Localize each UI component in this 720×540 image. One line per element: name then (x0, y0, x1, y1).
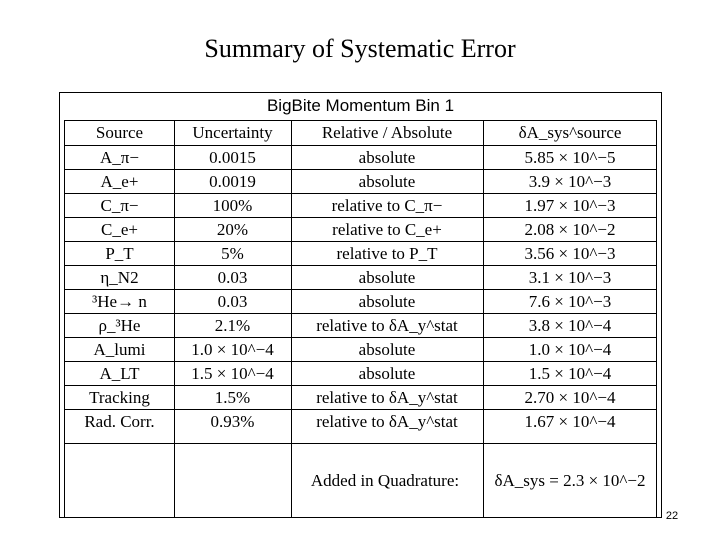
delta-cell: 3.1 × 10^−3 (528, 268, 612, 287)
relabs-cell: absolute (358, 364, 416, 383)
table-row (64, 193, 657, 218)
table-row (64, 385, 657, 410)
source-cell: P_T (105, 244, 134, 263)
delta-cell: 3.9 × 10^−3 (528, 172, 612, 191)
source-cell: Rad. Corr. (84, 412, 155, 431)
delta-cell: 1.0 × 10^−4 (528, 340, 612, 359)
uncertainty-cell: 0.93% (210, 412, 255, 431)
relabs-cell: absolute (358, 172, 416, 191)
table-row (64, 169, 657, 194)
column-header-uncertainty: Uncertainty (192, 123, 273, 142)
source-cell: A_e+ (100, 172, 139, 191)
source-cell: C_π− (100, 196, 139, 215)
table-row (64, 265, 657, 290)
uncertainty-cell: 20% (216, 220, 249, 239)
table-row (64, 313, 657, 338)
relabs-cell: absolute (358, 340, 416, 359)
uncertainty-cell: 1.0 × 10^−4 (191, 340, 274, 359)
relabs-cell: relative to C_π− (331, 196, 443, 215)
systematic-error-table (59, 92, 662, 518)
source-cell: ³He→ n (92, 292, 147, 311)
delta-cell: 2.70 × 10^−4 (524, 388, 616, 407)
delta-cell: 1.97 × 10^−3 (524, 196, 616, 215)
table-row (64, 241, 657, 266)
source-cell: C_e+ (101, 220, 138, 239)
grid-line (174, 120, 175, 517)
uncertainty-cell: 1.5 × 10^−4 (191, 364, 274, 383)
source-cell: A_LT (99, 364, 140, 383)
header-row (64, 120, 657, 145)
quadrature-label: Added in Quadrature: (310, 471, 460, 490)
uncertainty-cell: 100% (212, 196, 253, 215)
delta-cell: 7.6 × 10^−3 (528, 292, 612, 311)
uncertainty-cell: 0.03 (217, 292, 248, 311)
source-cell: A_π− (100, 148, 139, 167)
slide-title: Summary of Systematic Error (204, 34, 516, 63)
relabs-cell: relative to P_T (336, 244, 438, 263)
page-number: 22 (665, 510, 679, 522)
relabs-cell: absolute (358, 292, 416, 311)
delta-cell: 5.85 × 10^−5 (524, 148, 616, 167)
grid-line (483, 120, 484, 517)
table-heading: BigBite Momentum Bin 1 (266, 96, 455, 115)
source-cell: η_N2 (100, 268, 139, 287)
column-header-source: Source (95, 123, 144, 142)
column-header-relative-absolute: Relative / Absolute (321, 123, 453, 142)
relabs-cell: absolute (358, 268, 416, 287)
grid-line (64, 517, 657, 518)
uncertainty-cell: 0.03 (217, 268, 248, 287)
table-row (64, 337, 657, 362)
table-row (64, 289, 657, 314)
table-row (64, 145, 657, 170)
relabs-cell: relative to C_e+ (332, 220, 442, 239)
uncertainty-cell: 1.5% (214, 388, 251, 407)
table-row (64, 217, 657, 242)
grid-line (64, 443, 657, 444)
quadrature-value: δA_sys = 2.3 × 10^−2 (494, 471, 646, 490)
grid-line (656, 120, 657, 517)
uncertainty-cell: 0.0019 (209, 172, 256, 191)
table-row (64, 361, 657, 386)
source-cell: Tracking (89, 388, 150, 407)
column-header-delta: δA_sys^source (518, 123, 622, 142)
relabs-cell: relative to δA_y^stat (316, 316, 458, 335)
delta-cell: 1.5 × 10^−4 (528, 364, 612, 383)
delta-cell: 1.67 × 10^−4 (524, 412, 616, 431)
relabs-cell: relative to δA_y^stat (316, 388, 458, 407)
grid-line (291, 120, 292, 517)
delta-cell: 3.56 × 10^−3 (524, 244, 616, 263)
delta-cell: 2.08 × 10^−2 (524, 220, 616, 239)
delta-cell: 3.8 × 10^−4 (528, 316, 612, 335)
table-row (64, 409, 657, 434)
relabs-cell: absolute (358, 148, 416, 167)
source-cell: A_lumi (93, 340, 146, 359)
source-cell: ρ_³He (98, 316, 141, 335)
uncertainty-cell: 0.0015 (209, 148, 256, 167)
grid-line (64, 120, 65, 517)
uncertainty-cell: 2.1% (214, 316, 251, 335)
uncertainty-cell: 5% (221, 244, 244, 263)
relabs-cell: relative to δA_y^stat (316, 412, 458, 431)
